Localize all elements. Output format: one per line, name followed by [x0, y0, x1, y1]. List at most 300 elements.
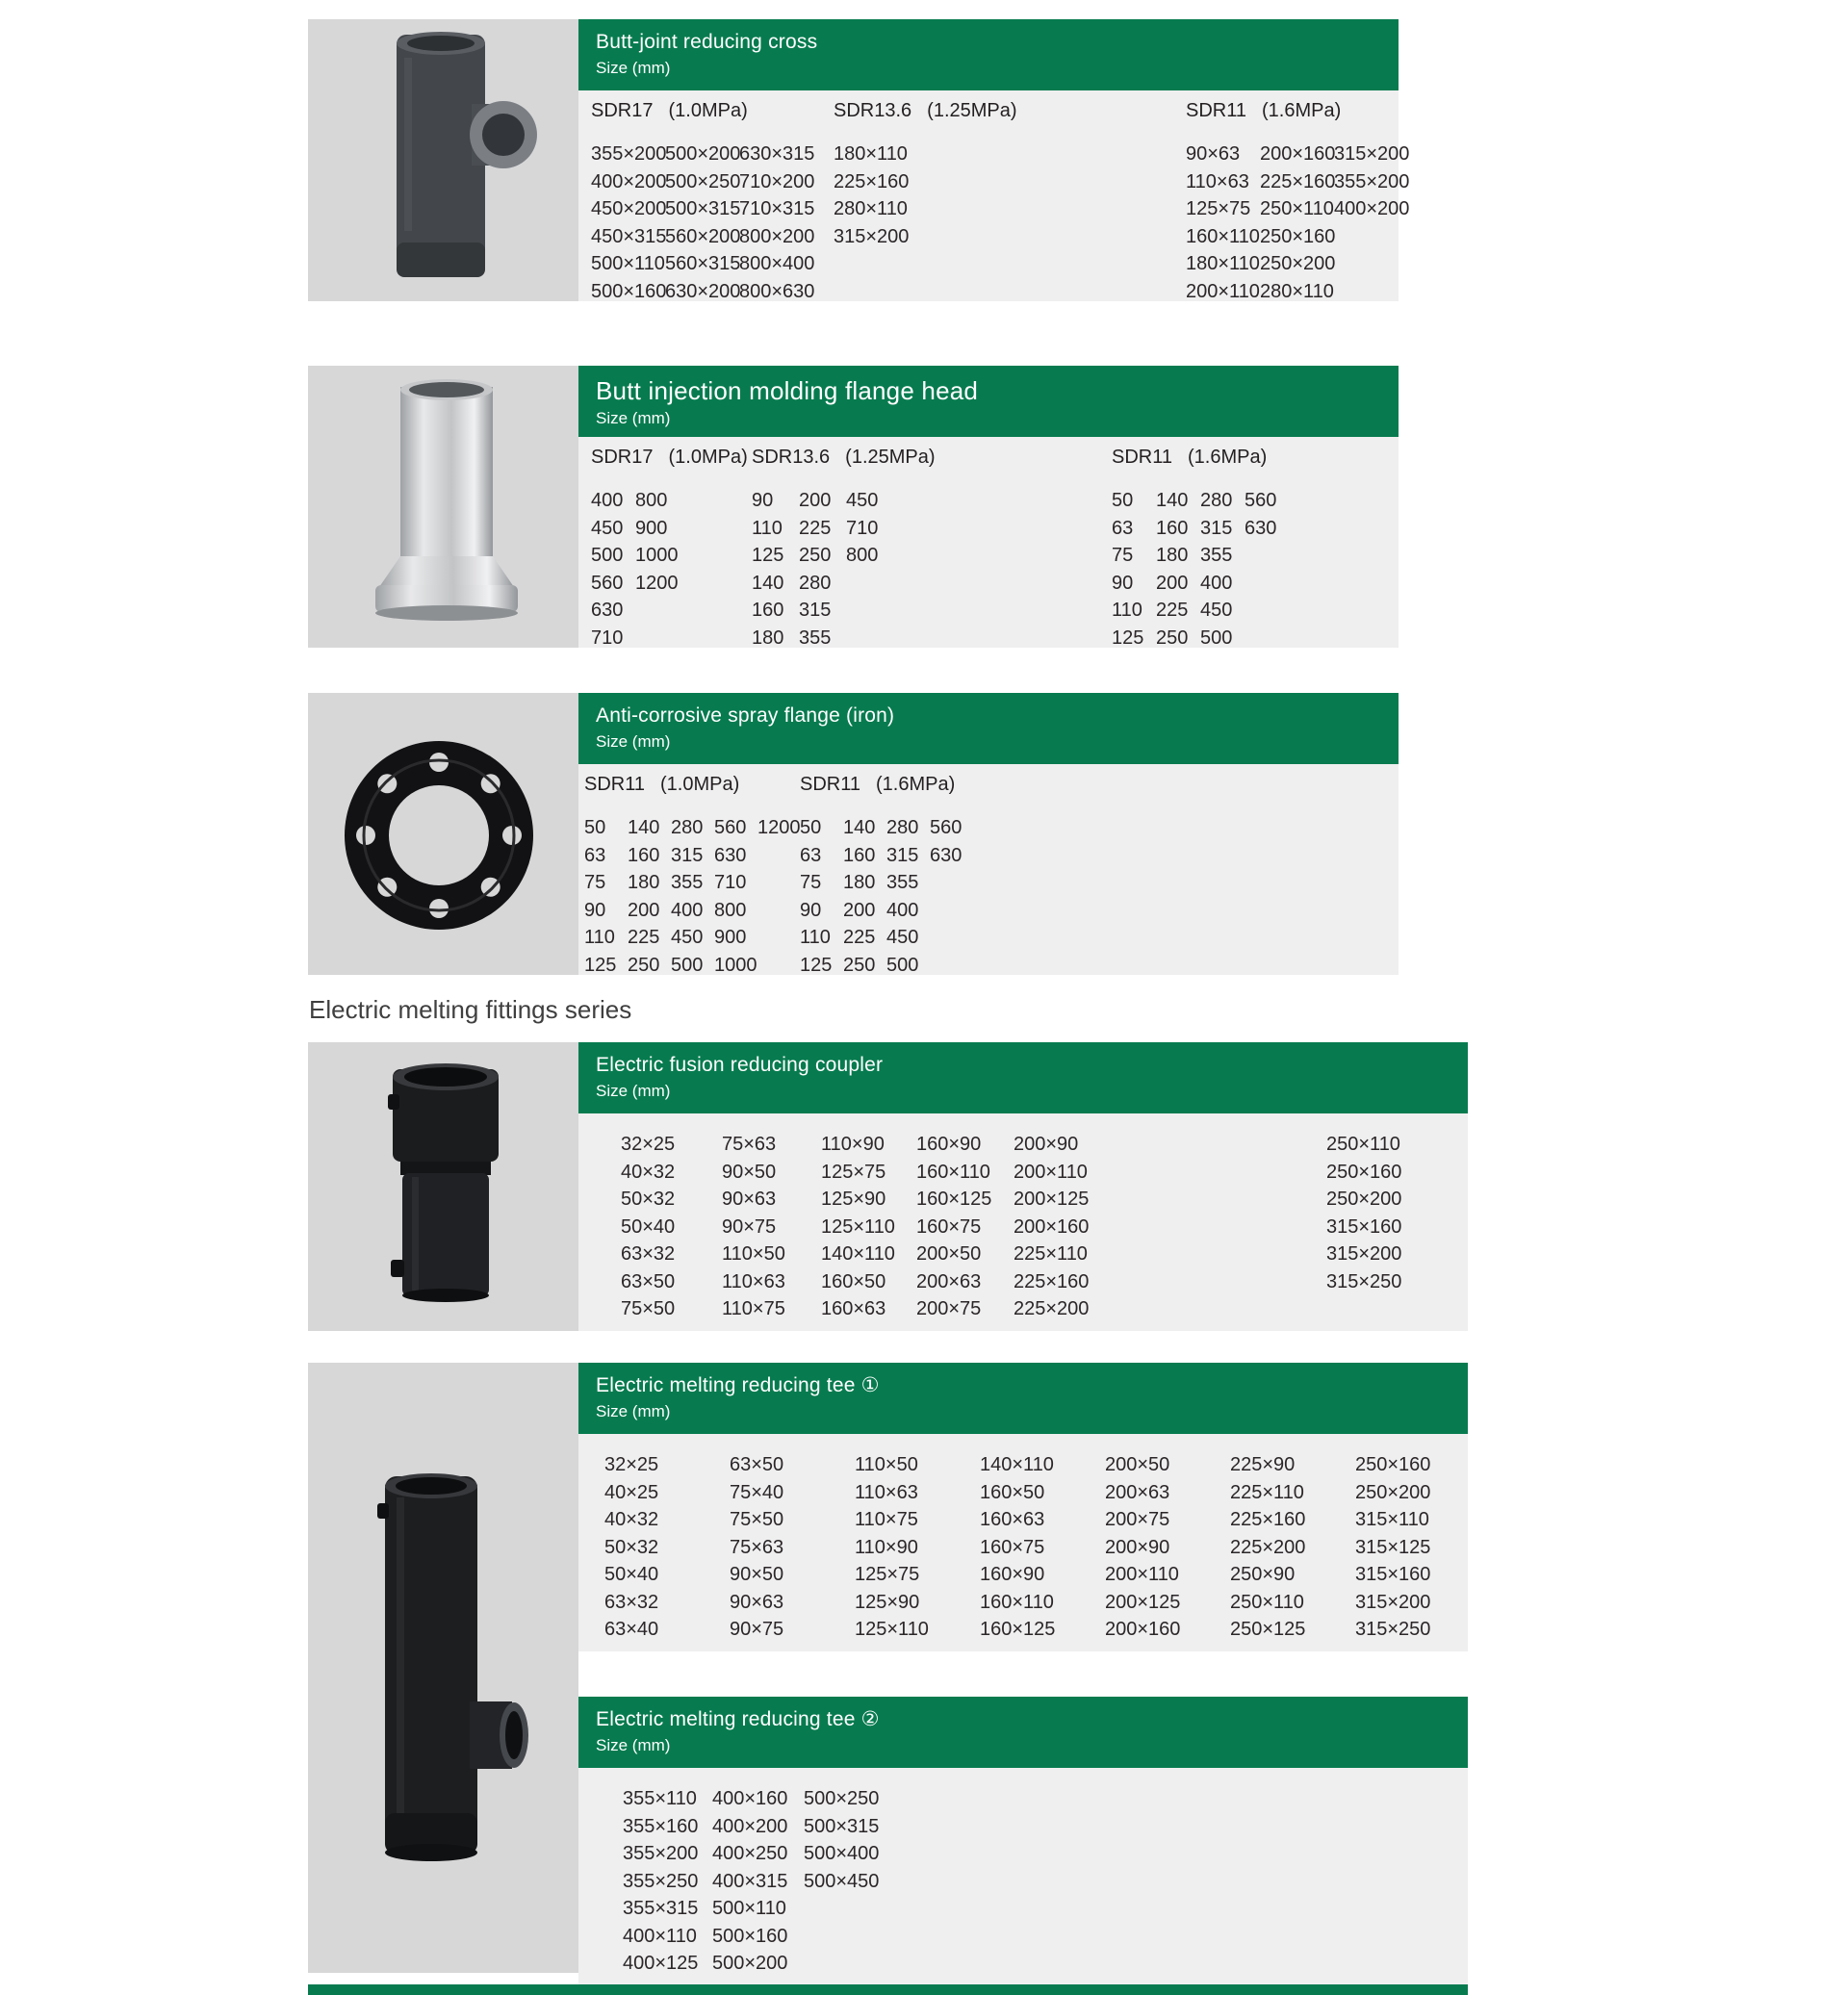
section-butt-joint-reducing-cross	[308, 19, 1410, 302]
size-value: 500×160	[712, 1925, 788, 1947]
size-value: 125×90	[821, 1189, 886, 1210]
sdr-spec-header	[1112, 447, 1289, 487]
section-title: Electric fusion reducing coupler	[596, 1054, 884, 1076]
sdr-spec-header	[584, 774, 801, 814]
section-fusion-coupler	[308, 1042, 1468, 1331]
size-value: 250×160	[1326, 1161, 1402, 1183]
size-column	[1156, 487, 1200, 652]
size-value: 110	[584, 927, 615, 948]
size-column	[628, 814, 671, 979]
size-value: 110×75	[855, 1509, 918, 1530]
size-value: 110	[752, 517, 783, 539]
size-value: 125×75	[855, 1564, 920, 1585]
size-value: 500	[671, 954, 704, 976]
size-table	[578, 1768, 1468, 1985]
size-value: 450	[886, 927, 919, 948]
size-value: 315×160	[1326, 1215, 1402, 1238]
size-value: 450	[591, 517, 624, 539]
size-value: 225×200	[1014, 1298, 1090, 1319]
size-value: 250×90	[1230, 1564, 1296, 1585]
size-value: 800×630	[739, 280, 815, 302]
size-value: 800	[714, 899, 747, 921]
size-value: 50	[800, 817, 822, 838]
sdr-spec-header	[752, 447, 936, 487]
size-value: 225	[1156, 600, 1189, 621]
size-column	[1245, 487, 1289, 652]
size-value: 90×50	[730, 1564, 784, 1585]
section-title: Electric melting reducing tee ①	[596, 1374, 880, 1396]
size-value: 355	[671, 872, 704, 893]
size-value: 90×75	[722, 1215, 777, 1238]
size-value: 630×200	[665, 280, 741, 302]
size-value: 500×110	[712, 1898, 786, 1919]
size-value: 500×450	[804, 1870, 880, 1892]
size-value: 225×110	[1014, 1243, 1088, 1265]
size-value: 500×110	[591, 253, 665, 274]
size-value: 110×63	[1186, 170, 1249, 192]
size-value: 800×200	[739, 225, 815, 247]
sdr-spec: SDR13.6	[834, 100, 912, 121]
size-value: 250×110	[1326, 1134, 1400, 1155]
size-value: 75	[584, 872, 606, 893]
size-value: 225×160	[1014, 1270, 1090, 1292]
size-value: 63×40	[604, 1619, 659, 1640]
size-value: 90	[752, 490, 774, 511]
size-value: 200×90	[1014, 1134, 1079, 1155]
size-value: 200×125	[1014, 1189, 1090, 1210]
size-value: 125×75	[1186, 198, 1251, 219]
size-value: 50×32	[621, 1189, 676, 1210]
size-label: Size (mm)	[596, 409, 671, 427]
photo-spray-flange	[308, 693, 578, 975]
photo-fusion-coupler	[308, 1042, 578, 1331]
size-value: 110	[1112, 600, 1142, 621]
size-value: 140×110	[980, 1454, 1054, 1475]
size-value: 560	[591, 572, 624, 594]
size-value: 200	[1156, 572, 1189, 594]
size-value: 315×160	[1355, 1564, 1431, 1585]
size-value: 450×200	[591, 198, 667, 219]
size-value: 140	[843, 817, 876, 838]
size-column	[584, 814, 628, 979]
size-label: Size (mm)	[596, 1082, 671, 1100]
size-value: 1000	[714, 954, 757, 976]
sdr-group	[800, 774, 973, 979]
size-value: 90×50	[722, 1161, 777, 1183]
size-value: 280×110	[1260, 280, 1334, 302]
size-value: 200	[628, 899, 660, 921]
size-value: 355×250	[623, 1870, 699, 1892]
size-value: 160×110	[1186, 225, 1260, 247]
size-value: 140×110	[821, 1243, 895, 1265]
sdr-group	[834, 100, 1017, 250]
size-value: 32×25	[604, 1454, 659, 1475]
size-value: 1200	[757, 817, 801, 838]
size-value: 450×315	[591, 225, 667, 247]
size-column	[1260, 141, 1334, 305]
size-value: 500	[1200, 627, 1233, 649]
size-value: 280	[886, 817, 919, 838]
size-value: 50×32	[604, 1536, 659, 1558]
size-column	[855, 1451, 929, 1644]
size-value: 900	[635, 517, 668, 539]
size-column	[722, 1131, 785, 1323]
size-value: 160	[752, 600, 784, 621]
size-value: 40×32	[604, 1509, 659, 1530]
size-value: 315×250	[1326, 1270, 1402, 1292]
size-value: 200×110	[1014, 1161, 1088, 1183]
size-value: 450	[846, 490, 879, 511]
reducing-tee-illustration	[308, 1363, 578, 1973]
size-value: 125×110	[855, 1619, 929, 1640]
size-value: 315	[799, 600, 832, 621]
size-value: 200	[799, 490, 832, 511]
photo-flange-head	[308, 366, 578, 648]
size-value: 40×25	[604, 1481, 659, 1503]
section-spray-flange	[308, 693, 1399, 975]
sdr-spec: SDR11	[1112, 447, 1172, 468]
size-value: 225×160	[1260, 170, 1336, 192]
sdr-spec: SDR11	[1186, 100, 1246, 121]
size-value: 355×315	[623, 1898, 699, 1919]
size-value: 250×110	[1260, 198, 1334, 219]
size-column	[604, 1451, 658, 1644]
size-value: 160×75	[916, 1215, 982, 1238]
size-value: 110×90	[821, 1134, 885, 1155]
size-column	[846, 487, 893, 652]
photo-butt-joint-reducing-cross	[308, 19, 578, 301]
size-column	[712, 1785, 787, 1978]
section-header	[578, 1697, 1468, 1768]
size-value: 400×250	[712, 1843, 788, 1864]
size-value: 125×110	[821, 1215, 895, 1238]
size-value: 630×315	[739, 143, 815, 165]
size-value: 110	[800, 927, 831, 948]
sdr-pressure: (1.25MPa)	[927, 100, 1017, 121]
size-value: 315×200	[1334, 143, 1410, 165]
size-value: 355	[886, 872, 919, 893]
size-label: Size (mm)	[596, 1736, 671, 1754]
size-value: 250×160	[1355, 1454, 1431, 1475]
size-value: 160	[1156, 517, 1189, 539]
size-value: 160×50	[821, 1270, 886, 1292]
size-value: 140	[1156, 490, 1189, 511]
size-value: 630	[591, 600, 624, 621]
size-column	[930, 814, 973, 979]
size-value: 500×160	[591, 280, 667, 302]
size-value: 63×50	[730, 1454, 784, 1475]
size-value: 250×110	[1230, 1591, 1304, 1613]
size-value: 200×75	[916, 1298, 982, 1319]
size-value: 160×125	[980, 1619, 1056, 1640]
sdr-spec-header	[591, 100, 813, 141]
size-value: 225	[628, 927, 660, 948]
size-value: 90×63	[722, 1189, 777, 1210]
size-column	[665, 141, 739, 305]
size-value: 250	[628, 954, 660, 976]
size-column	[752, 487, 799, 652]
size-value: 200×50	[1105, 1454, 1170, 1475]
series-heading: Electric melting fittings series	[309, 995, 632, 1024]
size-value: 50	[1112, 490, 1134, 511]
size-column	[834, 141, 908, 250]
size-table	[578, 437, 1399, 648]
size-value: 315	[671, 844, 704, 866]
size-value: 400	[671, 899, 704, 921]
size-table	[578, 90, 1410, 302]
size-value: 630	[1245, 517, 1277, 539]
size-value: 200×160	[1260, 143, 1336, 165]
size-column	[635, 487, 680, 652]
size-value: 63	[1112, 517, 1134, 539]
size-value: 315	[886, 844, 919, 866]
size-value: 500×250	[804, 1788, 880, 1809]
size-value: 500	[591, 545, 624, 566]
size-value: 110×63	[855, 1481, 918, 1503]
size-label: Size (mm)	[596, 732, 671, 751]
size-column	[1200, 487, 1245, 652]
size-value: 500×400	[804, 1843, 880, 1864]
size-column	[1326, 1131, 1401, 1295]
size-value: 280	[671, 817, 704, 838]
size-value: 63	[584, 844, 606, 866]
size-value: 140	[752, 572, 784, 594]
size-value: 140	[628, 817, 660, 838]
size-value: 630	[714, 844, 747, 866]
size-value: 315×125	[1355, 1536, 1431, 1558]
size-column	[730, 1451, 783, 1644]
size-value: 315×200	[834, 225, 910, 247]
size-value: 160×75	[980, 1536, 1045, 1558]
size-value: 315×250	[1355, 1619, 1431, 1640]
size-value: 160×90	[916, 1134, 982, 1155]
size-value: 315×110	[1355, 1509, 1429, 1530]
size-value: 560	[714, 817, 747, 838]
size-value: 125×90	[855, 1591, 920, 1613]
size-value: 500×315	[665, 198, 741, 219]
size-value: 75	[800, 872, 822, 893]
size-value: 315×200	[1355, 1591, 1431, 1613]
sdr-group	[752, 447, 936, 652]
size-column	[621, 1131, 675, 1323]
size-value: 75	[1112, 545, 1134, 566]
size-value: 200	[843, 899, 876, 921]
section-header	[578, 693, 1399, 764]
size-value: 280	[1200, 490, 1233, 511]
size-value: 160×110	[980, 1591, 1054, 1613]
size-value: 400×110	[623, 1925, 697, 1947]
section-reducing-tee-1	[578, 1363, 1468, 1651]
size-value: 180	[628, 872, 660, 893]
size-value: 500	[886, 954, 919, 976]
section-title: Anti-corrosive spray flange (iron)	[596, 704, 895, 727]
size-value: 225	[799, 517, 832, 539]
size-value: 280×110	[834, 198, 908, 219]
size-value: 125	[584, 954, 617, 976]
size-value: 710	[591, 627, 624, 649]
size-column	[739, 141, 813, 305]
size-label: Size (mm)	[596, 1402, 671, 1420]
size-table	[578, 764, 1399, 975]
sdr-pressure: (1.0MPa)	[660, 774, 740, 795]
size-column	[1105, 1451, 1180, 1644]
section-header	[578, 1042, 1468, 1113]
sdr-group	[1112, 447, 1289, 652]
size-column	[821, 1131, 895, 1323]
size-value: 355×200	[1334, 170, 1410, 192]
sdr-group	[591, 100, 813, 305]
size-value: 710	[714, 872, 747, 893]
sdr-pressure: (1.6MPa)	[1188, 447, 1268, 468]
size-value: 710	[846, 517, 879, 539]
size-value: 225×200	[1230, 1536, 1306, 1558]
size-value: 355	[1200, 545, 1233, 566]
size-value: 400×200	[1334, 198, 1410, 219]
size-column	[1230, 1451, 1305, 1644]
size-value: 200×160	[1014, 1215, 1090, 1238]
size-value: 125	[752, 545, 784, 566]
section-header	[578, 366, 1399, 437]
size-value: 225×110	[1230, 1481, 1304, 1503]
size-value: 560×200	[665, 225, 741, 247]
size-table	[578, 1113, 1468, 1331]
size-value: 280	[799, 572, 832, 594]
size-column	[671, 814, 714, 979]
size-value: 200×63	[1105, 1481, 1170, 1503]
flange-head-illustration	[308, 366, 578, 648]
size-value: 710×200	[739, 170, 815, 192]
size-column	[1186, 141, 1260, 305]
size-value: 200×50	[916, 1243, 982, 1265]
size-value: 90	[1112, 572, 1134, 594]
size-label: Size (mm)	[596, 59, 671, 77]
size-value: 63×32	[621, 1243, 676, 1265]
size-value: 800	[846, 545, 879, 566]
size-column	[623, 1785, 698, 1978]
size-value: 200×110	[1105, 1564, 1179, 1585]
size-value: 200×160	[1105, 1619, 1181, 1640]
sdr-spec-header	[591, 447, 748, 487]
size-value: 710×315	[739, 198, 815, 219]
coupler-illustration	[308, 1042, 578, 1331]
sdr-pressure: (1.0MPa)	[668, 100, 748, 121]
size-value: 315	[1200, 517, 1233, 539]
size-value: 50×40	[621, 1215, 676, 1238]
footer-accent-bar	[308, 1984, 1468, 1995]
size-value: 355×200	[623, 1843, 699, 1864]
size-value: 500×200	[712, 1953, 788, 1974]
size-value: 500×200	[665, 143, 741, 165]
size-value: 400×200	[712, 1815, 788, 1837]
size-value: 400	[591, 490, 624, 511]
size-value: 90	[800, 899, 822, 921]
sdr-spec-header	[834, 100, 1017, 141]
sdr-pressure: (1.0MPa)	[668, 447, 748, 468]
sdr-pressure: (1.25MPa)	[845, 447, 936, 468]
size-column	[1334, 141, 1408, 305]
size-value: 250×200	[1260, 253, 1336, 274]
size-value: 63	[800, 844, 822, 866]
size-column	[1014, 1131, 1089, 1323]
size-value: 355×160	[623, 1815, 699, 1837]
size-table	[578, 1434, 1468, 1651]
size-value: 400×125	[623, 1953, 699, 1974]
size-value: 160×63	[821, 1298, 886, 1319]
size-value: 90	[584, 899, 606, 921]
size-column	[714, 814, 757, 979]
size-value: 560	[1245, 490, 1277, 511]
size-value: 180	[1156, 545, 1189, 566]
size-value: 32×25	[621, 1134, 676, 1155]
size-value: 125×75	[821, 1161, 886, 1183]
size-value: 225×160	[834, 170, 910, 192]
size-value: 180	[843, 872, 876, 893]
size-value: 110×63	[722, 1270, 785, 1292]
size-column	[591, 487, 635, 652]
iron-flange-illustration	[308, 693, 578, 975]
size-value: 200×90	[1105, 1536, 1170, 1558]
sdr-spec: SDR17	[591, 447, 654, 468]
size-value: 90×63	[1186, 143, 1241, 165]
sdr-spec: SDR11	[584, 774, 645, 795]
size-value: 400	[886, 899, 919, 921]
size-value: 250	[843, 954, 876, 976]
size-value: 200×125	[1105, 1591, 1181, 1613]
section-title: Electric melting reducing tee ②	[596, 1708, 880, 1730]
size-value: 63×50	[621, 1270, 676, 1292]
size-value: 560×315	[665, 253, 741, 274]
size-value: 75×40	[730, 1481, 784, 1503]
size-value: 125	[800, 954, 833, 976]
size-value: 560	[930, 817, 962, 838]
size-value: 400	[1200, 572, 1233, 594]
size-value: 200×75	[1105, 1509, 1170, 1530]
size-value: 355	[799, 627, 832, 649]
section-gap	[578, 1651, 1468, 1697]
size-value: 630	[930, 844, 962, 866]
size-value: 450	[671, 927, 704, 948]
size-column	[800, 814, 843, 979]
size-value: 40×32	[621, 1161, 676, 1183]
size-value: 800×400	[739, 253, 815, 274]
size-value: 160×50	[980, 1481, 1045, 1503]
size-value: 225×160	[1230, 1509, 1306, 1530]
size-value: 160×63	[980, 1509, 1045, 1530]
sdr-group	[1186, 100, 1408, 305]
section-title: Butt injection molding flange head	[596, 376, 979, 405]
size-column	[804, 1785, 879, 1895]
size-value: 200×63	[916, 1270, 982, 1292]
size-value: 75×50	[730, 1509, 784, 1530]
section-title: Butt-joint reducing cross	[596, 31, 818, 53]
sdr-group	[584, 774, 801, 979]
sdr-pressure: (1.6MPa)	[1262, 100, 1342, 121]
size-value: 800	[635, 490, 668, 511]
size-value: 160	[628, 844, 660, 866]
size-value: 225	[843, 927, 876, 948]
size-value: 110×50	[855, 1454, 918, 1475]
size-value: 75×63	[730, 1536, 784, 1558]
size-value: 110×90	[855, 1536, 918, 1558]
size-value: 250×125	[1230, 1619, 1306, 1640]
size-value: 1200	[635, 572, 679, 594]
size-value: 110×75	[722, 1298, 785, 1319]
size-value: 500×315	[804, 1815, 880, 1837]
sdr-spec-header	[1186, 100, 1408, 141]
size-value: 250×160	[1260, 225, 1336, 247]
section-header	[578, 1363, 1468, 1434]
size-value: 400×160	[712, 1788, 788, 1809]
